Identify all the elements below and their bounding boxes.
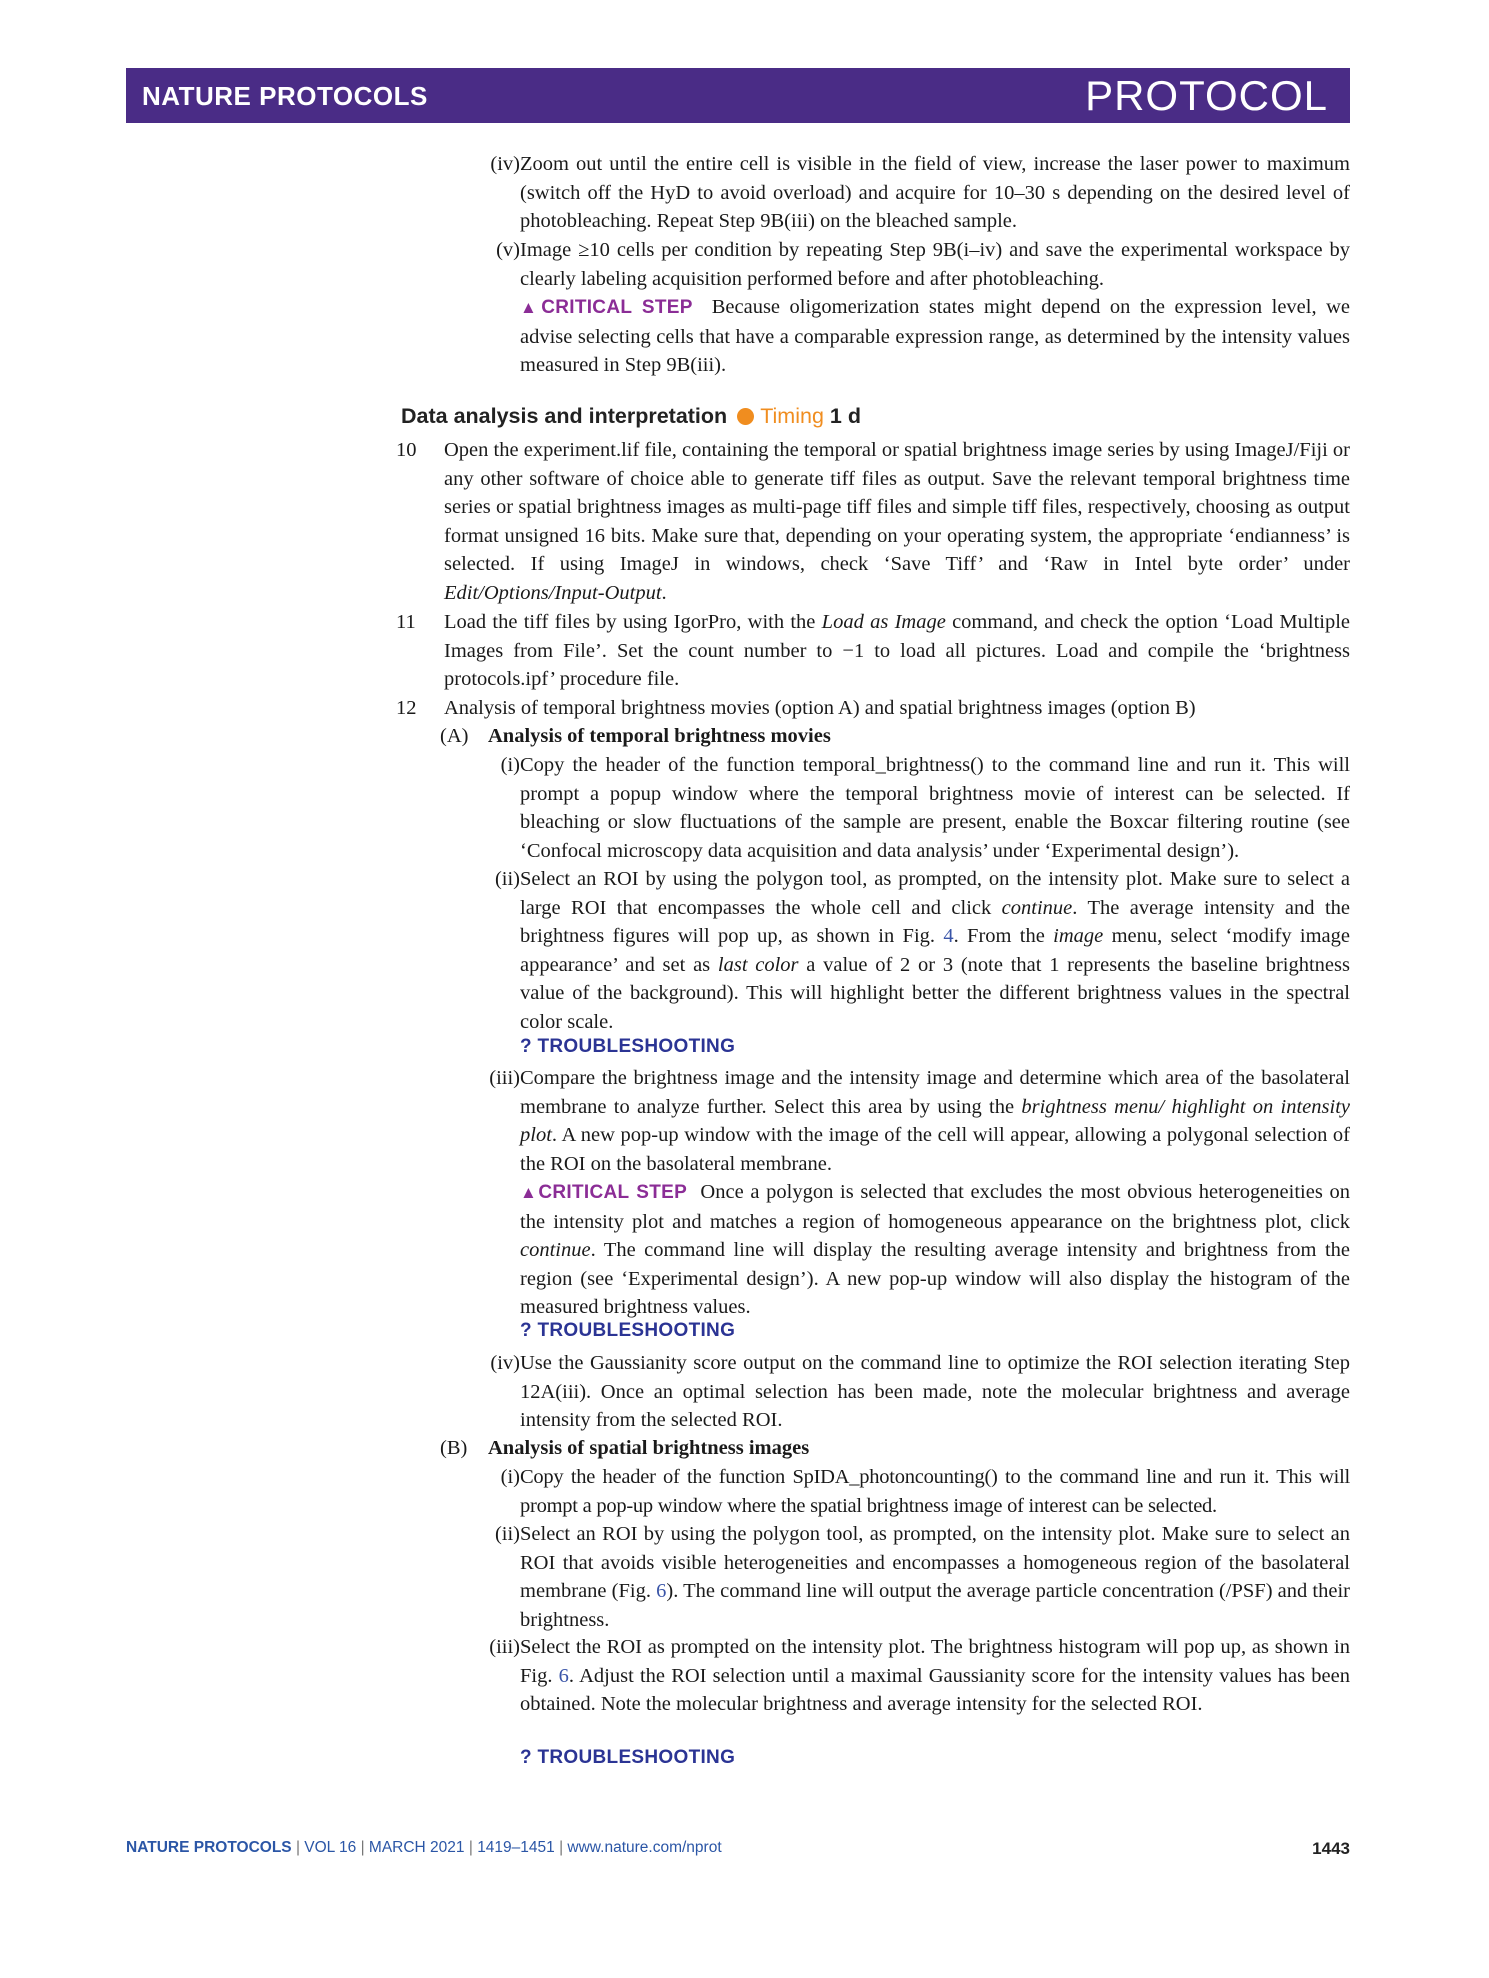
- step-12b-iii-t1: Select the ROI as prompted on the intensity plot. The brightness histogram will pop up, as shown in Fig.: [520, 1636, 1350, 1687]
- footer-journal: NATURE PROTOCOLS: [126, 1839, 292, 1856]
- step-12a-ii-t2: . The average intensity and the brightness figures will pop up, as shown in Fig.: [520, 896, 1350, 948]
- journal-name: NATURE PROTOCOLS: [142, 81, 428, 111]
- critical-step-label: CRITICAL STEP: [538, 1182, 688, 1203]
- step-11-num: 11: [396, 611, 416, 633]
- footer-pages: 1419–1451: [477, 1839, 555, 1856]
- step-12-num: 12: [396, 697, 417, 719]
- step-12b-iii-text: [520, 1633, 1350, 1719]
- troubleshooting-12a-ii[interactable]: ? TROUBLESHOOTING: [520, 1036, 736, 1057]
- step-12a-i-num: (i): [500, 754, 520, 776]
- critical-text-b: . The command line will display the resulting average intensity and brightness from the region (see ‘Experimental design’). A new pop-up window will also display the histogram of the measured brightness values.: [520, 1239, 1350, 1319]
- article-type: PROTOCOL: [1085, 72, 1328, 119]
- step-12a-ii-image-menu: image: [1053, 925, 1104, 948]
- timing-value: 1 d: [829, 404, 861, 428]
- footer-issue: MARCH 2021: [368, 1839, 465, 1856]
- step-12a-iv-num: (iv): [490, 1352, 520, 1374]
- header-banner: [126, 68, 1350, 123]
- warning-triangle-icon: ▲: [520, 298, 542, 317]
- step-12a-title: Analysis of temporal brightness movies: [488, 725, 831, 747]
- step-12b-iii-num: (iii): [489, 1636, 520, 1658]
- step-11-text-b: command, and check the option ‘Load Multiple Images from File’. Set the count number to −1 to load all pictures. Load and compile the ‘brightness protocols.ipf’ procedure file.: [444, 611, 1350, 691]
- step-12b-i-num: (i): [500, 1466, 520, 1488]
- timing-label: Timing: [760, 404, 824, 428]
- critical-step-9v: [520, 293, 1350, 380]
- step-9-v-num: (v): [496, 239, 520, 261]
- troubleshooting-12b-iii[interactable]: ? TROUBLESHOOTING: [520, 1747, 736, 1768]
- step-10-num: 10: [396, 439, 417, 461]
- step-12a-iii-num: (iii): [489, 1067, 520, 1089]
- section-title: Data analysis and interpretation: [401, 404, 728, 428]
- step-12a-ii-text: [520, 865, 1350, 1037]
- step-12a-iv-text: Use the Gaussianity score output on the command line to optimize the ROI selection iterating Step 12A(iii). Once an optimal selection has been made, note the molecular brightness and average intensity from the selected ROI.: [520, 1352, 1350, 1432]
- footer-url[interactable]: www.nature.com/nprot: [567, 1839, 722, 1856]
- troubleshooting-12a-iii[interactable]: ? TROUBLESHOOTING: [520, 1320, 736, 1341]
- step-12a-ii-t5: a value of 2 or 3 (note that 1 represents the baseline brightness value of the background). This will highlight better the different brightness values in the spectral color scale.: [520, 953, 1350, 1033]
- step-12a-iii-t1: Compare the brightness image and the intensity image and determine which area of the basolateral membrane to analyze further. Select this area by using the: [520, 1067, 1350, 1118]
- step-12a-iii-t2: . A new pop-up window with the image of the cell will appear, allowing a polygonal selection of the ROI on the basolateral membrane.: [520, 1124, 1350, 1175]
- step-12a-ii-continue: continue: [1001, 896, 1073, 919]
- step-12a-ii-t4: menu, select ‘modify image appearance’ and set as: [520, 925, 1351, 976]
- page-number: 1443: [1312, 1839, 1350, 1858]
- critical-step-text: Because oligomerization states might depend on the expression level, we advise selecting cells that have a comparable expression range, as determined by the intensity values measured in Step 9B(iii).: [520, 296, 1350, 377]
- step-10-text: [444, 436, 1350, 608]
- step-9-iv-num: (iv): [490, 153, 520, 175]
- warning-triangle-icon: ▲: [520, 1183, 539, 1202]
- figure-6-link[interactable]: 6: [656, 1580, 667, 1603]
- critical-continue: continue: [520, 1239, 591, 1262]
- step-9-v-text: Image ≥10 cells per condition by repeating Step 9B(i–iv) and save the experimental workspace by clearly labeling acquisition performed before and after photobleaching.: [520, 239, 1350, 290]
- step-12a-iii-menu: brightness menu/ highlight on intensity plot: [520, 1095, 1350, 1147]
- step-12b-iii-t2: . Adjust the ROI selection until a maximal Gaussianity score for the intensity values has been obtained. Note the molecular brightness and average intensity for the selected ROI.: [520, 1664, 1350, 1716]
- step-11-command: Load as Image: [821, 611, 946, 633]
- step-12a-i-text: Copy the header of the function temporal_brightness() to the command line and run it. This will prompt a popup window where the temporal brightness movie of interest can be selected. If bleaching or slow fluctuations of the sample are present, enable the Boxcar filtering routine (see ‘Confocal microscopy data acquisition and data analysis’ under ‘Experimental design’).: [520, 754, 1350, 862]
- critical-text-a: Once a polygon is selected that excludes the most obvious heterogeneities on the intensity plot and matches a region of homogeneous appearance on the brightness plot, click: [520, 1181, 1350, 1233]
- section-heading: [401, 404, 861, 429]
- critical-step-label: CRITICAL STEP: [541, 297, 693, 318]
- step-10-text-a: Open the experiment.lif file, containing the temporal or spatial brightness image series by using ImageJ/Fiji or any other software of choice able to generate tiff files as output. Save the relevant temporal brightness time series or spatial brightness images as multi-page tiff files and simple tiff files, respectively, choosing as output format unsigned 16 bits. Make sure that, depending on your operating system, the appropriate ‘endianness’ is selected. If using ImageJ in windows, check ‘Save Tiff’ and ‘Raw in Intel byte order’ under: [444, 439, 1350, 576]
- step-12a-ii-t3: . From the: [953, 925, 1054, 948]
- step-12a-iii-text: [520, 1064, 1350, 1178]
- page-footer: NATURE PROTOCOLS | VOL 16 | MARCH 2021 | 1419–1451 | www.nature.com/nprot 1443: [126, 1839, 1350, 1858]
- step-11-text: [444, 608, 1350, 694]
- step-12b-ii-t2: ). The command line will output the average particle concentration (/PSF) and their brightness.: [520, 1580, 1350, 1631]
- step-12a-ii-t1: Select an ROI by using the polygon tool, as prompted, on the intensity plot. Make sure to select a large ROI that encompasses the whole cell and click: [520, 868, 1350, 919]
- step-12b-ii-text: [520, 1520, 1350, 1634]
- figure-6-link[interactable]: 6: [558, 1664, 569, 1687]
- step-12-text: Analysis of temporal brightness movies (option A) and spatial brightness images (option B): [444, 697, 1196, 719]
- step-12a-ii-last-color: last color: [717, 953, 799, 976]
- step-12b-label: (B): [440, 1437, 468, 1459]
- step-12b-ii-num: (ii): [494, 1523, 520, 1545]
- step-12b-ii-t1: Select an ROI by using the polygon tool, as prompted, on the intensity plot. Make sure to select an ROI that avoids visible heterogeneities and encompasses a homogeneous region of the basolateral membrane (Fig.: [520, 1523, 1350, 1603]
- timing-clock-icon: [737, 408, 754, 425]
- step-12a-ii-num: (ii): [494, 868, 520, 890]
- critical-step-12a-iii: [520, 1178, 1350, 1322]
- footer-volume: VOL 16: [304, 1839, 357, 1856]
- step-11-text-a: Load the tiff files by using IgorPro, with the: [444, 611, 822, 633]
- footer-sep: |: [291, 1839, 305, 1856]
- step-12a-label: (A): [440, 725, 469, 747]
- figure-4-link[interactable]: 4: [943, 925, 954, 948]
- step-12b-i-text: Copy the header of the function SpIDA_photoncounting() to the command line and run it. This will prompt a pop-up window where the spatial brightness image of interest can be selected.: [520, 1466, 1350, 1517]
- step-9-iv-text: Zoom out until the entire cell is visible in the field of view, increase the laser power to maximum (switch off the HyD to avoid overload) and acquire for 10–30 s depending on the desired level of photobleaching. Repeat Step 9B(iii) on the bleached sample.: [520, 153, 1350, 233]
- step-12b-title: Analysis of spatial brightness images: [488, 1437, 810, 1459]
- step-10-text-b: .: [661, 581, 667, 604]
- step-10-menu-path: Edit/Options/Input-Output: [444, 581, 662, 604]
